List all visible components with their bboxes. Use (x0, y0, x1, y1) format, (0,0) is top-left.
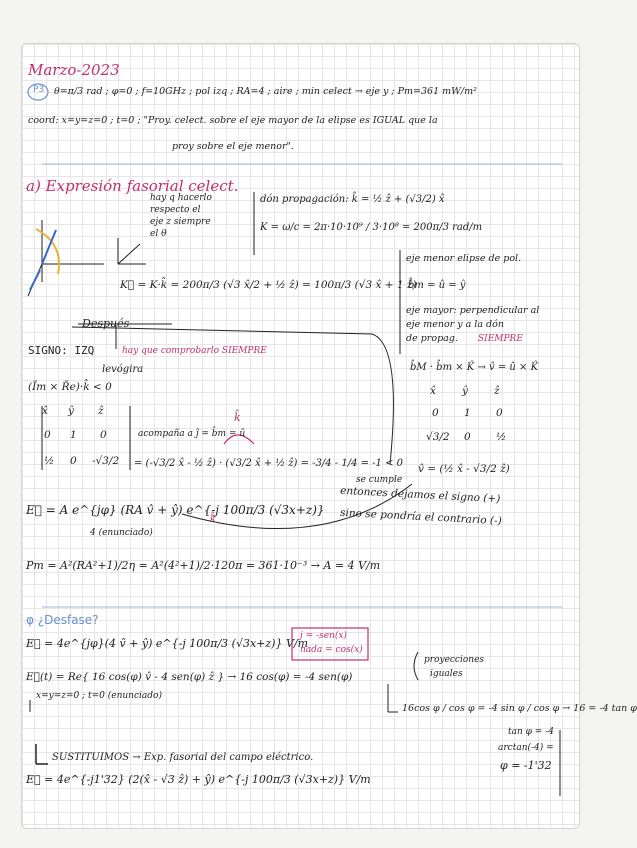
notebook-page (21, 43, 637, 829)
k-label-below: k̂ (210, 514, 217, 525)
det-r1c1: x̂ (42, 405, 48, 417)
siempre-label: SIEMPRE (478, 334, 523, 344)
e-time-domain: E⃗(t) = Re{ 16 cos(φ) v̂ - 4 sen(φ) ẑ } → 16 cos(φ) = -4 sen(φ) (26, 671, 353, 683)
section-a-title: a) Expresión fasorial celect. (26, 177, 239, 195)
det-r3c3: -√3/2 (92, 455, 120, 467)
v-r2c3: 0 (496, 407, 503, 419)
note-line-3: eje z siempre (150, 217, 211, 227)
statement-end: proy sobre el eje menor". (172, 141, 294, 152)
cross-product-equation: b̂M · b̂m × K̂ → v̂ = û × K̂ (410, 362, 539, 373)
det-r3c1: ½ (44, 455, 55, 467)
major-axis-line-1: eje mayor: perpendicular al (406, 305, 540, 316)
note-line-1: hay q hacerlo (150, 193, 212, 203)
tan-equation: tan φ = -4 (508, 727, 554, 737)
accompanies-note: acompaña a ĵ = b̂m = û (138, 429, 246, 439)
major-axis-line-3: de propag. (406, 333, 458, 344)
se-cumple-note: se cumple (356, 475, 403, 485)
v-r3c1: √3/2 (426, 431, 450, 443)
det-r2c3: 0 (100, 429, 107, 441)
signo-note: hay que comprobarlo SIEMPRE (122, 346, 267, 356)
conclusion-line-2: sino se pondría el contrario (-) (339, 506, 503, 528)
given-data: θ=π/3 rad ; φ=0 ; f=10GHz ; pol izq ; RA=4 ; aire ; min celect → eje y ; Pm=361 mW/m² (54, 86, 477, 97)
box-line-2: nada = cos(x) (300, 645, 363, 655)
e-field-expression: E⃗ = A e^{jφ} (RA v̂ + ŷ) e^{-j 100π/3 (√3x+z)} (26, 503, 325, 517)
note-line-2: respecto el (150, 205, 201, 215)
v-r1c3: ẑ (494, 385, 500, 397)
iguales-note: iguales (430, 669, 463, 679)
coordinates-note: x=y=z=0 ; t=0 (enunciado) (36, 691, 162, 701)
date: Marzo-2023 (28, 61, 120, 79)
levogira-label: levógira (102, 364, 144, 375)
det-r2c1: 0 (44, 429, 51, 441)
arctan-equation: arctan(-4) = (498, 743, 554, 753)
section-b-title: φ ¿Desfase? (26, 613, 99, 627)
major-axis-line-2: eje menor y a la dón (406, 319, 504, 330)
proyecciones-note: proyecciones (424, 655, 485, 665)
k-vector: K⃗ = K·k̂ = 200π/3 (√3 x̂/2 + ½ ẑ) = 100π/3 (√3 x̂ + 1 ẑ) (120, 279, 417, 291)
propagation-direction: dón propagación: k̂ = ½ ẑ + (√3/2) x̂ (260, 194, 445, 205)
final-e-field: E⃗ = 4e^{-j1'32} (2(x̂ - √3 ẑ) + ŷ) e^{-j 100π/3 (√3x+z)} V/m (26, 773, 371, 786)
phi-result: φ = -1'32 (500, 759, 552, 772)
v-r1c2: ŷ (462, 385, 468, 397)
determinant-result: = (-√3/2 x̂ - ½ ẑ) · (√3/2 x̂ + ½ ẑ) = -3/4 - 1/4 = -1 < 0 (134, 458, 404, 469)
det-r1c3: ẑ (98, 405, 104, 417)
note-line-4: el θ (150, 229, 167, 239)
handedness-rule: (Ĩm × R̃e)·k̂ < 0 (28, 381, 112, 393)
v-r3c3: ½ (496, 431, 507, 443)
coordinates-statement: coord: x=y=z=0 ; t=0 ; "Proy. celect. sobre el eje mayor de la elipse es IGUAL que la (28, 115, 438, 126)
v-hat-result: v̂ = (½ x̂ - √3/2 ẑ) (418, 463, 510, 475)
sustituimos-label: SUSTITUIMOS → Exp. fasorial del campo eléctrico. (52, 752, 314, 763)
box-line-1: j = -sen(x) (300, 631, 347, 641)
v-r1c1: x̂ (430, 385, 436, 397)
enunciado-note: 4 (enunciado) (90, 528, 153, 538)
minor-axis-note: eje menor elipse de pol. (406, 253, 522, 264)
det-r3c2: 0 (70, 455, 77, 467)
problem-number: P3 (33, 85, 45, 95)
conclusion-line-1: entonces dejamos el signo (+) (339, 484, 501, 506)
v-r2c2: 1 (464, 407, 471, 419)
det-r2c2: 1 (70, 429, 77, 441)
det-r1c2: ŷ (68, 405, 74, 417)
k-hat-label: k̂ (234, 411, 241, 424)
fraction-equation: 16cos φ / cos φ = -4 sin φ / cos φ → 16 = -4 tan φ (402, 703, 637, 714)
signo-label: SIGNO: IZQ (28, 344, 95, 357)
e-phasor: E⃗ = 4e^{jφ}(4 v̂ + ŷ) e^{-j 100π/3 (√3x+z)} V/m (26, 637, 309, 650)
minor-axis-equation: b̂m = û = ŷ (408, 280, 466, 291)
v-r2c1: 0 (432, 407, 439, 419)
power-equation: Pm = A²(RA²+1)/2η = A²(4²+1)/2·120π = 361·10⁻³ → A = 4 V/m (26, 559, 381, 572)
k-magnitude: K = ω/c = 2π·10·10⁹ / 3·10⁸ = 200π/3 rad/m (260, 222, 483, 233)
despues-label: Después (82, 317, 130, 330)
v-r3c2: 0 (464, 431, 471, 443)
